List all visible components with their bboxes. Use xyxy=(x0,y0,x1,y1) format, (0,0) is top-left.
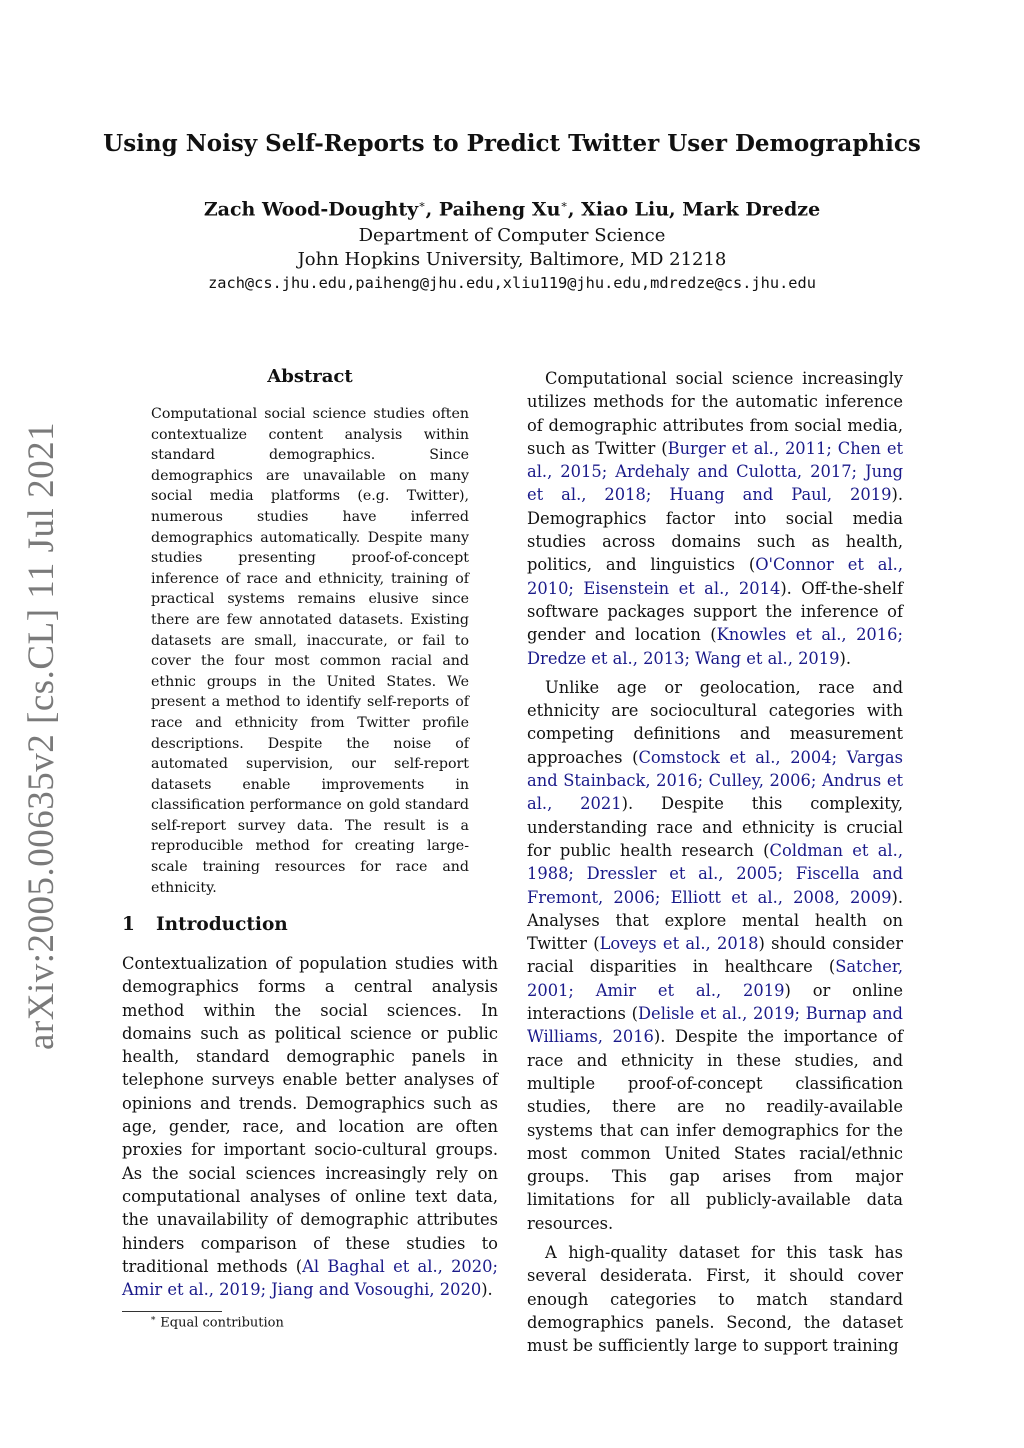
citation-link[interactable]: Satcher, 2001; Amir et al., 2019 xyxy=(527,957,903,1000)
citation-link[interactable]: Al Baghal et al., 2020; Amir et al., 2019; Jiang and Vosoughi, 2020 xyxy=(122,1256,498,1300)
citation-link[interactable]: O'Connor et al., 2010; Eisenstein et al., 2014 xyxy=(527,555,903,598)
body-text: ) or online interactions ( xyxy=(527,980,903,1024)
author-names: Xiao Liu, Mark Dredze xyxy=(581,198,821,221)
body-text: ). Despite this complexity, understanding race and ethnicity is crucial for public health research ( xyxy=(527,794,903,860)
body-text: ). Demographics factor into social media studies across domains such as health, politics, and linguistics ( xyxy=(527,485,903,575)
footnote-divider xyxy=(122,1311,222,1312)
author-list: Zach Wood-Doughty∗, Paiheng Xu∗, Xiao Liu, Mark Dredze xyxy=(203,198,821,221)
left-column-body xyxy=(122,952,498,1301)
citation-link[interactable]: Loveys et al., 2018 xyxy=(599,934,759,954)
author-emails[interactable]: zach@cs.jhu.edu,paiheng@jhu.edu,xliu119@jhu.edu,mdredze@cs.jhu.edu xyxy=(208,274,816,292)
university: John Hopkins University, Baltimore, MD 21218 xyxy=(297,249,727,270)
body-text: ). Despite the importance of race and ethnicity in these studies, and multiple proof-of-concept classification studies, there are no readily-available systems that can infer demographics for the most common United States racial/ethnic groups. This gap arises from major limitations for all publicly-available data resources. xyxy=(527,1027,903,1233)
abstract-heading: Abstract xyxy=(267,366,353,387)
section-number: 1 xyxy=(122,914,135,935)
citation-link[interactable]: Delisle et al., 2019; Burnap and Williams, 2016 xyxy=(527,1004,903,1047)
abstract-text: Computational social science studies often contextualize content analysis within standard demographics. Since demographics are unavailable on many social media platforms (e.g. Twitter), numerous studies have inferred demographics automatically. Despite many studies presenting proof-of-concept inference of race and ethnicity, training of practical systems remains elusive since there are few annotated datasets. Existing datasets are small, inaccurate, or fail to cover the four most common racial and ethnic groups in the United States. We present a method to identify self-reports of race and ethnicity from Twitter profile descriptions. Despite the noise of automated supervision, our self-report datasets enable improvements in classification performance on gold standard self-report survey data. The result is a reproducible method for creating large-scale training resources for race and ethnicity. xyxy=(151,406,469,896)
body-paragraph: A high-quality dataset for this task has several desiderata. First, it should cover enough categories to match standard demographics panels. Second, the dataset must be sufficiently large to support training xyxy=(527,1242,903,1356)
department: Department of Computer Science xyxy=(358,225,666,246)
intro-paragraph xyxy=(122,952,498,1301)
body-text: Computational social science increasingly utilizes methods for the automatic inference of demographic attributes from social media, such as Twitter ( xyxy=(527,369,903,458)
equal-contribution-mark: ∗ xyxy=(418,198,426,211)
body-text: ). xyxy=(481,1280,493,1300)
footnote-text: Equal contribution xyxy=(160,1315,284,1331)
citation-link[interactable]: Comstock et al., 2004; Vargas and Stainback, 2016; Culley, 2006; Andrus et al., 2021 xyxy=(527,747,903,814)
body-text: ) should consider racial disparities in healthcare ( xyxy=(527,934,904,977)
footnote-mark: ∗ xyxy=(150,1314,157,1324)
citation-link[interactable]: Knowles et al., 2016; Dredze et al., 2013; Wang et al., 2019 xyxy=(527,625,903,668)
citation-link[interactable]: Burger et al., 2011; Chen et al., 2015; Ardehaly and Culotta, 2017; Jung et al., 2018; Huang and Paul, 2019 xyxy=(527,438,903,505)
section-heading-introduction xyxy=(122,914,288,935)
body-text: ). Off-the-shelf software packages support the inference of gender and location ( xyxy=(527,578,903,645)
paper-title: Using Noisy Self-Reports to Predict Twitter User Demographics xyxy=(103,130,921,157)
citation-link[interactable]: Coldman et al., 1988; Dressler et al., 2005; Fiscella and Fremont, 2006; Elliott et al., 2008, 2009 xyxy=(527,840,903,907)
section-title: Introduction xyxy=(156,914,288,935)
author-name: Zach Wood-Doughty xyxy=(203,198,419,221)
arxiv-stamp[interactable]: arXiv:2005.00635v2 [cs.CL] 11 Jul 2021 xyxy=(21,421,62,1050)
body-text: ). xyxy=(839,648,852,668)
body-text: ). Analyses that explore mental health on Twitter ( xyxy=(527,887,903,954)
footnote xyxy=(150,1314,284,1330)
body-text: Contextualization of population studies with demographics forms a central analysis method within the social sciences. In domains such as political science or public health, standard demographic panels in telephone surveys enable better analyses of opinions and trends. Demographics such as age, gender, race, and location are often proxies for important socio-cultural groups. As the social sciences increasingly rely on computational analyses of online text data, the unavailability of demographic attributes hinders comparison of these studies to traditional methods ( xyxy=(122,954,498,1276)
author-name: Paiheng Xu xyxy=(438,198,561,221)
right-column-body xyxy=(527,367,903,1363)
equal-contribution-mark: ∗ xyxy=(560,198,568,211)
body-text: Unlike age or geolocation, race and ethnicity are sociocultural categories with competing definitions and measurement approaches ( xyxy=(527,677,903,767)
body-paragraph xyxy=(527,367,903,670)
body-paragraph xyxy=(527,676,903,1235)
